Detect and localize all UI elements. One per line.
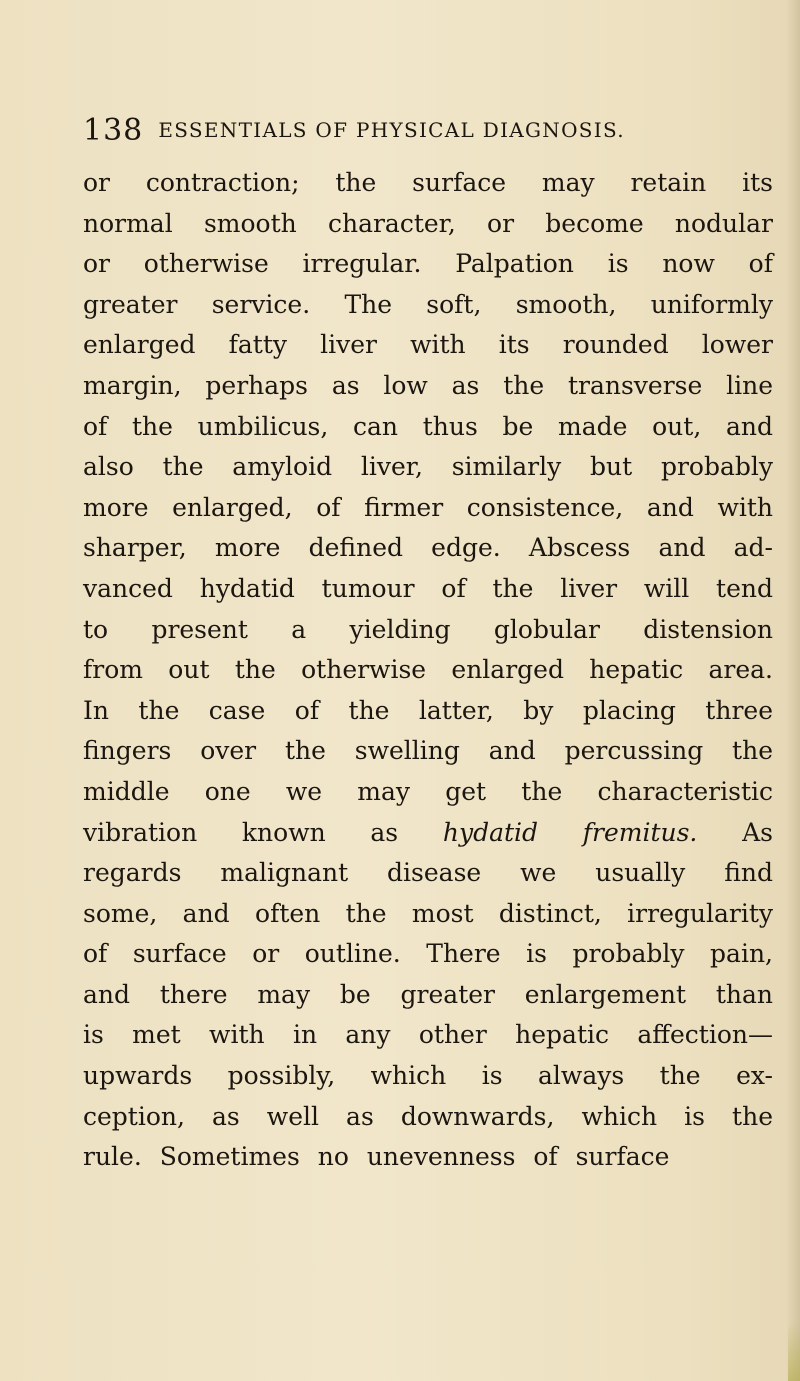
running-header [83,112,773,153]
page-number: 138 [83,113,144,148]
text-line: ception, as well as downwards, which is the [83,1101,773,1131]
text-segment: vibration known as [83,817,443,847]
text-line: greater service. The soft, smooth, uniformly [83,289,773,319]
text-line: from out the otherwise enlarged hepatic area. [83,655,773,685]
text-line: to present a yielding globular distension [83,614,773,644]
text-line: enlarged fatty liver with its rounded lower [83,330,773,360]
text-line: In the case of the latter, by placing three [83,695,773,725]
text-line-with-italic [83,813,773,854]
italic-term: hydatid fremitus. [442,817,698,847]
text-line: rule. Sometimes no unevenness of surface [83,1142,670,1172]
running-title: ESSENTIALS OF PHYSICAL DIAGNOSIS. [158,118,625,142]
text-line: more enlarged, of firmer consistence, and with [83,492,773,522]
text-line: also the amyloid liver, similarly but probably [83,452,773,482]
text-line: vanced hydatid tumour of the liver will tend [83,573,773,603]
text-line: and there may be greater enlargement than [83,979,773,1009]
body-text [83,163,773,1178]
text-line: of surface or outline. There is probably pain, [83,939,773,969]
text-line: or otherwise irregular. Palpation is now of [83,249,773,279]
text-line: is met with in any other hepatic affection— [83,1020,773,1050]
text-line: some, and often the most distinct, irregularity [83,898,773,928]
text-line: upwards possibly, which is always the ex- [83,1061,773,1091]
text-line: or contraction; the surface may retain its [83,168,773,197]
text-segment: As [697,817,773,847]
text-line: fingers over the swelling and percussing the [83,736,773,766]
text-line: sharper, more defined edge. Abscess and ad- [83,533,773,563]
page-corner-stain [788,1321,800,1381]
page-edge-shadow [786,0,800,1381]
text-line: normal smooth character, or become nodular [83,208,773,238]
text-line: middle one we may get the characteristic [83,776,773,806]
text-line: of the umbilicus, can thus be made out, and [83,411,773,441]
text-line: regards malignant disease we usually find [83,858,773,888]
text-line: margin, perhaps as low as the transverse line [83,370,773,400]
